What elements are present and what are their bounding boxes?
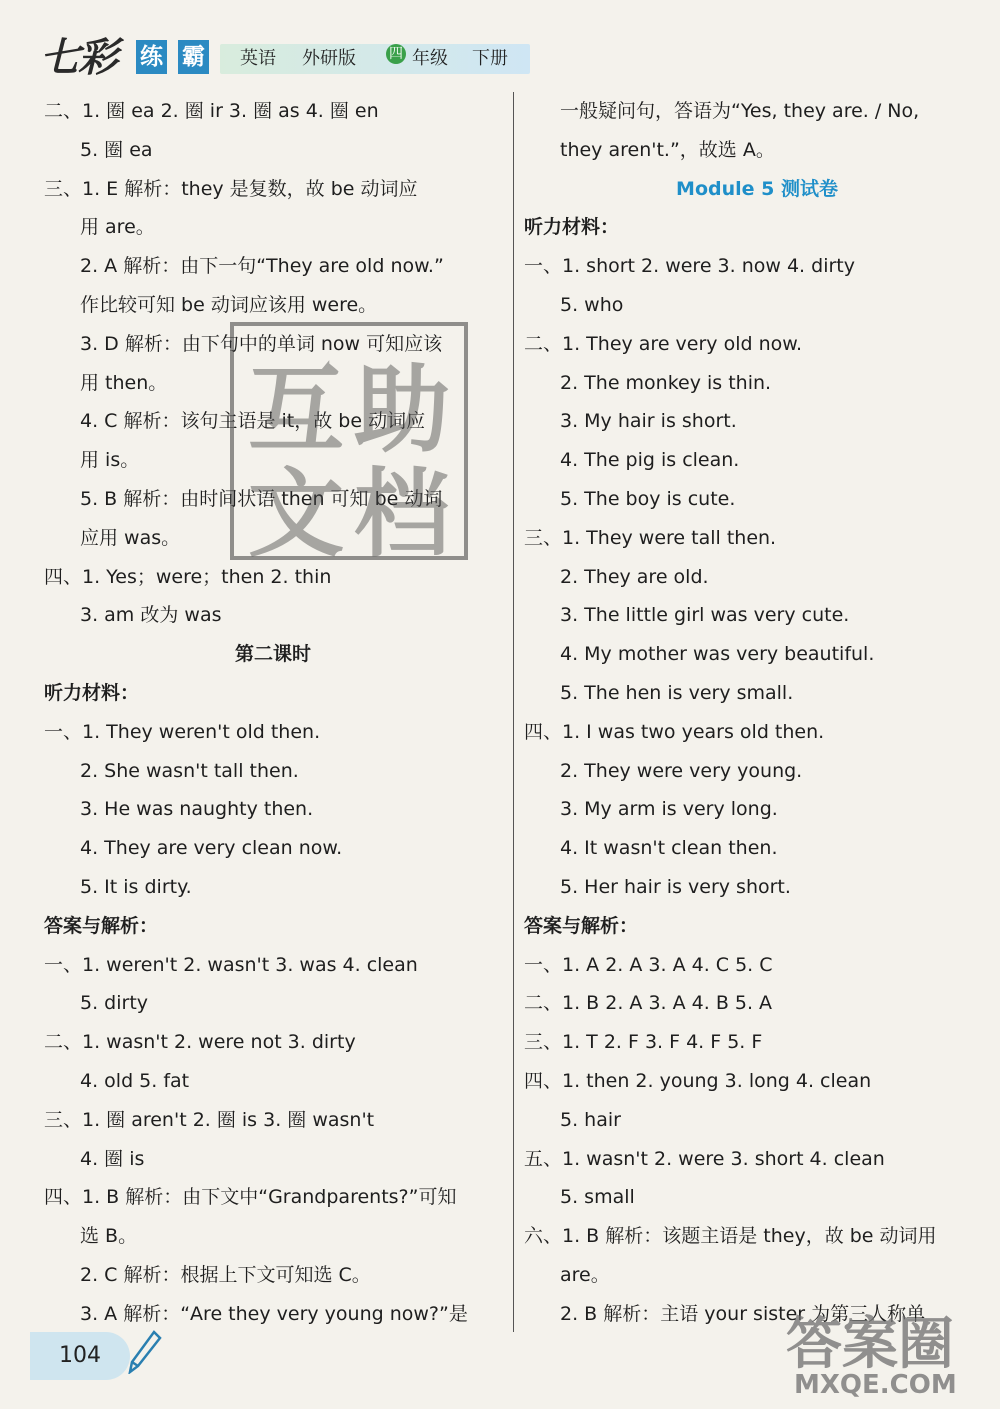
text-line: 四、1. B 解析：由下文中“Grandparents?”可知: [44, 1186, 457, 1209]
text-line: 一、1. They weren't old then.: [44, 720, 321, 743]
text-line: Module 5 测试卷: [676, 177, 838, 200]
text-line: 应用 was。: [80, 526, 181, 549]
text-line: 2. They were very young.: [560, 759, 803, 782]
text-line: 2. C 解析：根据上下文可知选 C。: [80, 1263, 371, 1286]
text-line: 4. They are very clean now.: [80, 837, 343, 860]
text-line: 选 B。: [80, 1225, 138, 1248]
text-line: 六、1. B 解析：该题主语是 they，故 be 动词用: [524, 1225, 937, 1248]
text-line: 第二课时: [234, 643, 311, 666]
grade-label: 年级: [412, 48, 448, 69]
text-line: 答案与解析：: [524, 914, 639, 937]
pencil-icon: [128, 1330, 162, 1374]
text-line: 听力材料：: [524, 216, 620, 239]
text-line: 5. who: [560, 293, 624, 316]
text-line: 3. am 改为 was: [80, 604, 222, 627]
text-line: 3. He was naughty then.: [80, 798, 314, 821]
text-line: 3. A 解析：“Are they very young now?”是: [80, 1302, 468, 1325]
text-line: 五、1. wasn't 2. were 3. short 4. clean: [524, 1147, 885, 1170]
text-line: 5. It is dirty.: [80, 875, 192, 898]
text-line: 三、1. E 解析：they 是复数，故 be 动词应: [44, 177, 418, 200]
text-line: 四、1. Yes；were；then 2. thin: [44, 565, 332, 588]
text-line: 二、1. B 2. A 3. A 4. B 5. A: [524, 992, 773, 1015]
text-line: 用 is。: [80, 449, 140, 472]
text-line: 四、1. I was two years old then.: [524, 720, 825, 743]
text-line: 三、1. T 2. F 3. F 4. F 5. F: [524, 1031, 763, 1054]
text-line: 3. My hair is short.: [560, 410, 737, 433]
volume-label: 下册: [472, 48, 508, 69]
text-line: 4. My mother was very beautiful.: [560, 643, 875, 666]
brand-box-ba: 霸: [178, 40, 209, 74]
text-line: 4. The pig is clean.: [560, 449, 740, 472]
text-line: 三、1. They were tall then.: [524, 526, 777, 549]
watermark-main: 答案圈: [786, 1312, 954, 1377]
stamp-char: 文: [248, 457, 344, 570]
text-line: 答案与解析：: [44, 914, 159, 937]
text-line: 2. The monkey is thin.: [560, 371, 772, 394]
watermark-site: MXQE.COM: [794, 1370, 957, 1400]
text-line: are。: [560, 1263, 610, 1286]
text-line: 2. She wasn't tall then.: [80, 759, 299, 782]
column-divider: [513, 92, 514, 1332]
text-line: 3. The little girl was very cute.: [560, 604, 850, 627]
text-line: 4. It wasn't clean then.: [560, 837, 778, 860]
page-header: [0, 0, 1000, 82]
text-line: 二、1. They are very old now.: [524, 332, 803, 355]
text-line: 二、1. wasn't 2. were not 3. dirty: [44, 1031, 356, 1054]
grade-number-badge: 四: [386, 44, 406, 64]
book-info-bar: [220, 44, 530, 74]
text-line: 3. D 解析：由下句中的单词 now 可知应该: [80, 332, 443, 355]
text-line: 二、1. 圈 ea 2. 圈 ir 3. 圈 as 4. 圈 en: [44, 100, 379, 122]
brand-logo: 七彩: [40, 34, 116, 81]
text-line: 5. dirty: [80, 992, 149, 1015]
text-line: 5. The boy is cute.: [560, 487, 736, 510]
text-line: 5. The hen is very small.: [560, 681, 794, 704]
text-line: 5. hair: [560, 1108, 621, 1131]
text-line: 用 are。: [80, 216, 155, 239]
text-line: 2. B 解析：主语 your sister 为第三人称单: [560, 1302, 926, 1325]
text-line: 2. A 解析：由下一句“They are old now.”: [80, 255, 444, 278]
text-line: 四、1. then 2. young 3. long 4. clean: [524, 1069, 872, 1092]
text-line: 5. 圈 ea: [80, 138, 153, 161]
text-line: 作比较可知 be 动词应该用 were。: [80, 293, 378, 316]
stamp-char: 档: [354, 457, 450, 570]
text-line: 5. small: [560, 1186, 635, 1209]
page-number: 104: [30, 1332, 130, 1380]
watermark-stamp: [230, 322, 468, 570]
text-line: 听力材料：: [44, 681, 140, 704]
site-watermark: [786, 1300, 994, 1400]
text-line: they aren't.”，故选 A。: [560, 138, 775, 161]
text-line: 三、1. 圈 aren't 2. 圈 is 3. 圈 wasn't: [44, 1108, 375, 1131]
text-line: 4. old 5. fat: [80, 1069, 190, 1092]
text-line: 2. They are old.: [560, 565, 709, 588]
edition-label: 外研版: [302, 48, 356, 69]
text-line: 4. 圈 is: [80, 1147, 145, 1170]
text-line: 5. B 解析：由时间状语 then 可知 be 动词: [80, 487, 443, 510]
text-line: 一、1. A 2. A 3. A 4. C 5. C: [524, 953, 773, 976]
text-line: 一、1. weren't 2. wasn't 3. was 4. clean: [44, 953, 418, 976]
brand-box-lian: 练: [136, 40, 167, 74]
stamp-char: 互: [248, 353, 344, 466]
subject-label: 英语: [240, 48, 276, 69]
text-line: 一般疑问句，答语为“Yes, they are. / No,: [560, 100, 920, 122]
text-line: 5. Her hair is very short.: [560, 875, 791, 898]
text-line: 一、1. short 2. were 3. now 4. dirty: [524, 255, 855, 278]
right-column: [524, 92, 990, 1334]
left-column: [44, 92, 502, 1334]
text-line: 3. My arm is very long.: [560, 798, 778, 821]
stamp-char: 助: [354, 353, 450, 466]
text-line: 用 then。: [80, 371, 168, 394]
text-line: 4. C 解析：该句主语是 it，故 be 动词应: [80, 410, 426, 433]
